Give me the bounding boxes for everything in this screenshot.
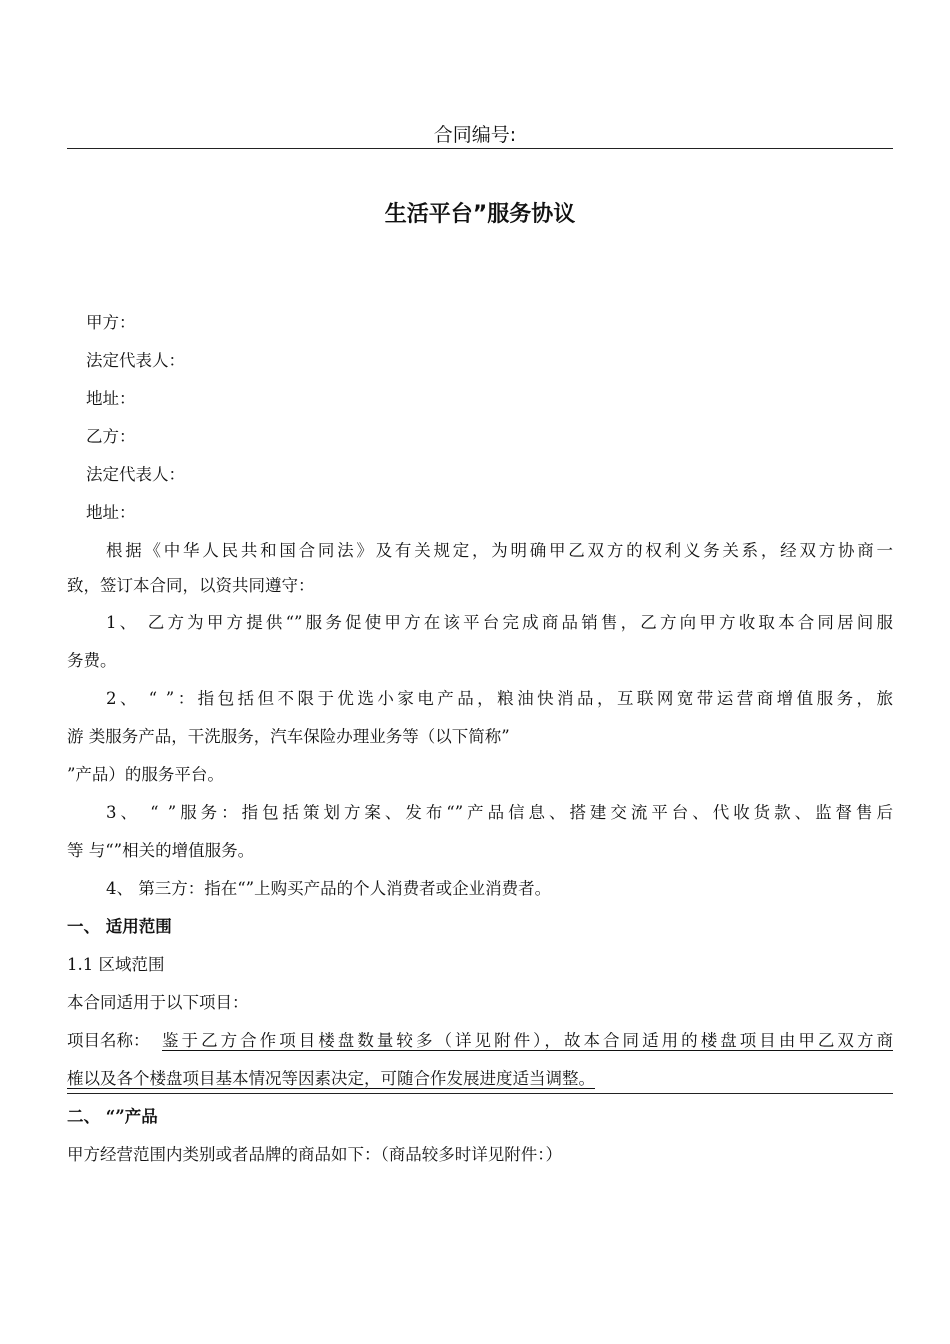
section-1-1-subheading: 1.1 区域范围 xyxy=(67,955,165,974)
section-1-applies-text: 本合同适用于以下项目： xyxy=(67,993,249,1012)
intro-line-1: 根据《中华人民共和国合同法》及有关规定，为明确甲乙双方的权利义务关系，经双方协商一 xyxy=(106,541,893,560)
section-2-line-1: 甲方经营范围内类别或者品牌的商品如下：（商品较多时详见附件：） xyxy=(67,1145,562,1164)
clause-4-line-1: 4、 第三方：指在“”上购买产品的个人消费者或企业消费者。 xyxy=(106,879,552,898)
clause-3-line-1: 3、 “ ”服务：指包括策划方案、发布“”产品信息、搭建交流平台、代收货款、监督售后 xyxy=(106,803,893,822)
header-rule xyxy=(67,148,893,149)
party-b-address-label: 地址： xyxy=(86,503,136,522)
party-a-address-label: 地址： xyxy=(86,389,136,408)
section-1-heading: 一、 适用范围 xyxy=(67,917,172,936)
contract-number-label: 合同编号: xyxy=(433,124,517,146)
clause-1-line-1: 1、 乙方为甲方提供“”服务促使甲方在该平台完成商品销售，乙方向甲方收取本合同居间服 xyxy=(106,613,893,632)
clause-2-line-3: ”产品）的服务平台。 xyxy=(67,765,224,784)
clause-1-line-2: 务费。 xyxy=(67,651,117,670)
project-name-line-1: 鉴于乙方合作项目楼盘数量较多（详见附件），故本合同适用的楼盘项目由甲乙双方商 xyxy=(162,1031,893,1050)
clause-3-line-2: 等 与“”相关的增值服务。 xyxy=(67,841,255,860)
party-a-representative-label: 法定代表人： xyxy=(86,351,185,370)
project-name-label: 项目名称： xyxy=(67,1031,150,1050)
clause-2-line-2: 游 类服务产品，干洗服务，汽车保险办理业务等（以下简称” xyxy=(67,727,510,746)
document-title: 生活平台”服务协议 xyxy=(384,202,576,227)
party-a-label: 甲方： xyxy=(86,313,136,332)
party-b-representative-label: 法定代表人： xyxy=(86,465,185,484)
intro-line-2: 致，签订本合同，以资共同遵守： xyxy=(67,576,315,595)
clause-2-line-1: 2、 “ ”：指包括但不限于优选小家电产品，粮油快消品，互联网宽带运营商增值服务，旅 xyxy=(106,689,893,708)
section-divider-rule xyxy=(67,1093,893,1094)
party-b-label: 乙方： xyxy=(86,427,136,446)
project-name-line-2: 榷以及各个楼盘项目基本情况等因素决定，可随合作发展进度适当调整。 xyxy=(67,1069,595,1088)
section-2-heading: 二、 “”产品 xyxy=(67,1107,158,1126)
